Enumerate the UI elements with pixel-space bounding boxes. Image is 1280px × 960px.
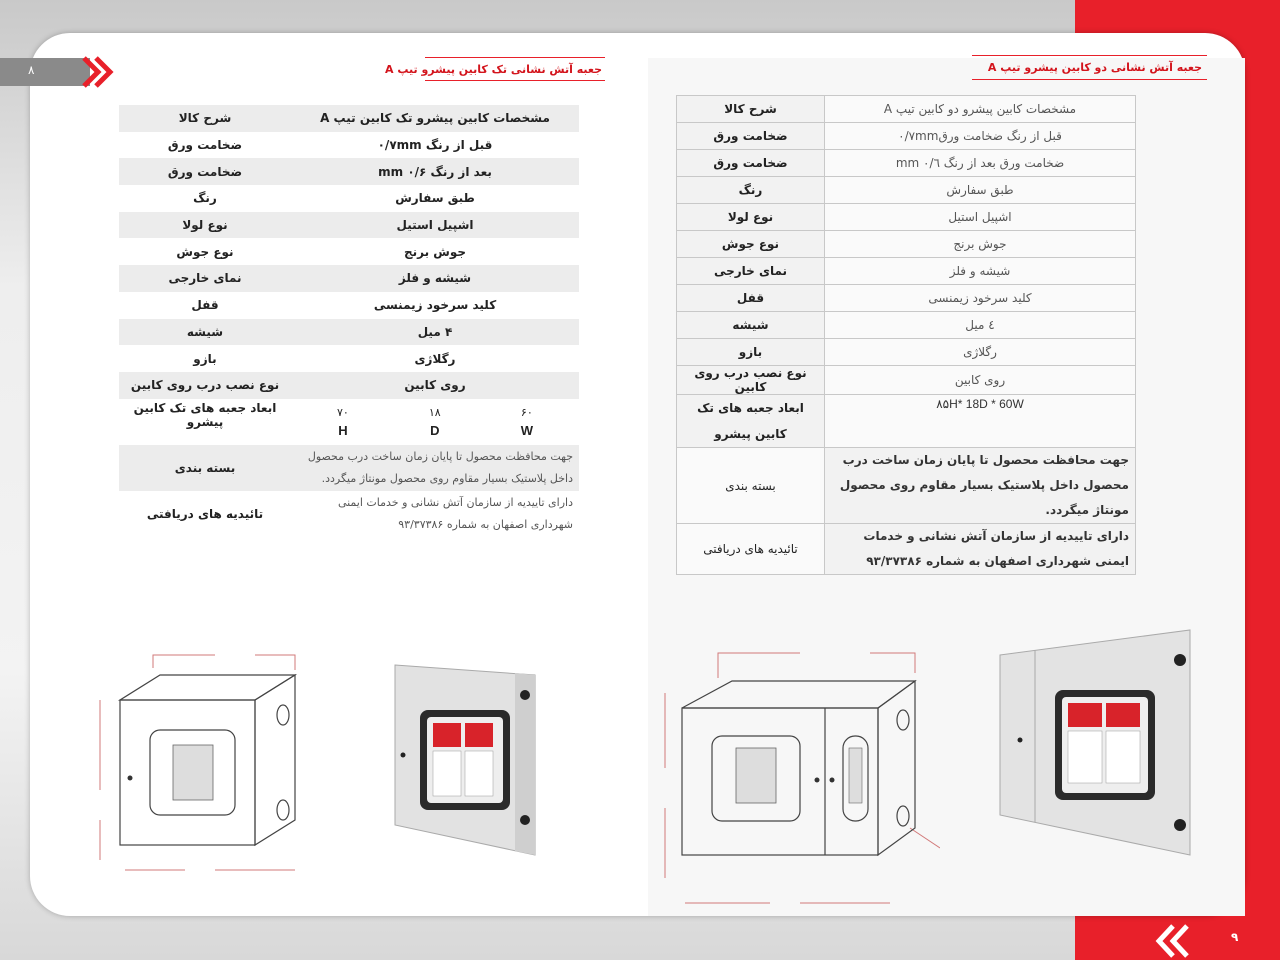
left-title-line-bottom (425, 80, 605, 81)
spec-key: قفل (119, 292, 291, 319)
table-row (677, 339, 1136, 366)
table-row (677, 258, 1136, 285)
spec-key: نمای خارجی (119, 265, 291, 292)
dimension-letter: H (338, 422, 348, 438)
right-page-title: جعبه آتش نشانی دو کابین پیشرو تیپ A (987, 61, 1202, 74)
spec-key: نوع نصب درب روی کابین (119, 372, 291, 399)
spec-value: کلید سرخود زیمنسی (291, 292, 579, 319)
table-row (677, 448, 1136, 524)
table-row (677, 285, 1136, 312)
spec-value: شیشه و فلز (825, 258, 1136, 285)
spec-value: اشپیل استیل (291, 212, 579, 239)
spec-value: ۴ میل (291, 319, 579, 346)
table-row (677, 395, 1136, 448)
table-row (677, 96, 1136, 123)
dimension-item (521, 406, 533, 438)
chevron-icon (80, 56, 116, 88)
spec-value: جوش برنج (291, 238, 579, 265)
spec-key: نوع لولا (677, 204, 825, 231)
spec-key: قفل (677, 285, 825, 312)
dimensions-value: ۸۵H* 18D * 60W (825, 395, 1136, 448)
single-cabinet-drawing (95, 650, 305, 880)
spec-value: مشخصات کابین پیشرو دو کابین تیپ A (825, 96, 1136, 123)
spec-value: مشخصات کابین پیشرو تک کابین تیپ A (291, 105, 579, 132)
spec-key: ابعاد جعبه های تک کابین پیشرو (119, 399, 291, 445)
spec-value: بعد از رنگ ۰/۶ mm (291, 158, 579, 185)
dimension-value: ۱۸ (428, 405, 441, 419)
dimension-letter: D (430, 422, 440, 438)
table-row (677, 150, 1136, 177)
dimension-item (337, 406, 349, 438)
spec-value: رگلاژی (291, 345, 579, 372)
right-spec-table (676, 95, 1136, 575)
table-row (119, 319, 579, 346)
table-row (677, 524, 1136, 575)
spec-key: ضخامت ورق (119, 158, 291, 185)
double-cabinet-drawing (660, 648, 940, 913)
double-cabinet-photo (990, 625, 1205, 870)
right-title-line-bottom (972, 79, 1207, 80)
spec-value: اشپیل استیل (825, 204, 1136, 231)
table-row (119, 132, 579, 159)
spec-key: ابعاد جعبه های تک کابین پیشرو (677, 395, 825, 448)
table-row (119, 491, 579, 537)
table-row (677, 123, 1136, 150)
spec-key: بسته بندی (119, 445, 291, 491)
spec-value: طبق سفارش (825, 177, 1136, 204)
spec-key: ضخامت ورق (677, 150, 825, 177)
table-row (119, 372, 579, 399)
spec-key: نمای خارجی (677, 258, 825, 285)
spec-value: قبل از رنگ ۰/۷mm (291, 132, 579, 159)
spec-value: روی کابین (291, 372, 579, 399)
right-title-line-top (972, 55, 1207, 56)
spec-value: ٤ میل (825, 312, 1136, 339)
spec-value: جهت محافظت محصول تا پایان زمان ساخت درب محصول داخل پلاستیک بسیار مقاوم روی محصول مونتاژ میگردد. (291, 445, 579, 491)
left-page-title: جعبه آتش نشانی تک کابین پیشرو تیپ A (385, 63, 602, 76)
spec-key: رنگ (677, 177, 825, 204)
left-page-number-tab (0, 58, 90, 86)
spec-key: تائیدیه های دریافتی (119, 491, 291, 537)
table-row (119, 158, 579, 185)
spec-value: رگلاژی (825, 339, 1136, 366)
spec-key: بازو (119, 345, 291, 372)
table-row (119, 105, 579, 132)
spec-key: نوع نصب درب روی کابین (677, 366, 825, 395)
table-row (677, 177, 1136, 204)
spec-key: نوع جوش (677, 231, 825, 258)
left-spec-table (119, 105, 579, 537)
spec-value: دارای تاییدیه از سازمان آتش نشانی و خدمات ایمنی شهرداری اصفهان به شماره ۹۳/۳۷۳۸۶ (291, 491, 579, 537)
table-row (119, 185, 579, 212)
dimension-value: ۶۰ (520, 405, 533, 419)
dimension-item (429, 406, 441, 438)
table-row (119, 212, 579, 239)
spec-key: شیشه (119, 319, 291, 346)
table-row (119, 399, 579, 445)
dimension-letter: W (520, 422, 533, 438)
spec-key: رنگ (119, 185, 291, 212)
right-page-number: ۹ (1231, 930, 1239, 944)
spec-key: شرح کالا (677, 96, 825, 123)
spec-value: ضخامت ورق بعد از رنگ ۰/٦ mm (825, 150, 1136, 177)
table-row (119, 292, 579, 319)
table-row (677, 231, 1136, 258)
spec-key: نوع جوش (119, 238, 291, 265)
spec-key: نوع لولا (119, 212, 291, 239)
spec-value: دارای تاییدیه از سازمان آتش نشانی و خدمات ایمنی شهرداری اصفهان به شماره ۹۳/۳۷۳۸۶ (825, 524, 1136, 575)
single-cabinet-photo (385, 655, 545, 870)
spec-value: کلید سرخود زیمنسی (825, 285, 1136, 312)
table-row (119, 445, 579, 491)
spec-key: ضخامت ورق (119, 132, 291, 159)
spec-key: ضخامت ورق (677, 123, 825, 150)
dimensions-cell (291, 399, 579, 445)
dimension-value: ۷۰ (337, 405, 349, 419)
table-row (119, 238, 579, 265)
spec-key: بازو (677, 339, 825, 366)
table-row (677, 366, 1136, 395)
spec-key: شرح کالا (119, 105, 291, 132)
table-row (119, 345, 579, 372)
table-row (677, 204, 1136, 231)
dimensions-group (297, 406, 573, 438)
table-row (677, 312, 1136, 339)
spec-key: بسته بندی (677, 448, 825, 524)
left-page-number: ۸ (28, 63, 35, 77)
spec-value: قبل از رنگ ضخامت ورق۰/۷mm (825, 123, 1136, 150)
spec-key: تائیدیه های دریافتی (677, 524, 825, 575)
spec-value: جوش برنج (825, 231, 1136, 258)
table-row (119, 265, 579, 292)
left-title-line-top (425, 57, 605, 58)
spec-value: روی کابین (825, 366, 1136, 395)
spec-key: شیشه (677, 312, 825, 339)
spec-value: طبق سفارش (291, 185, 579, 212)
spec-value: جهت محافظت محصول تا پایان زمان ساخت درب محصول داخل پلاستیک بسیار مقاوم روی محصول مونتاژ میگردد. (825, 448, 1136, 524)
spec-value: شیشه و فلز (291, 265, 579, 292)
chevron-icon (1153, 924, 1193, 958)
